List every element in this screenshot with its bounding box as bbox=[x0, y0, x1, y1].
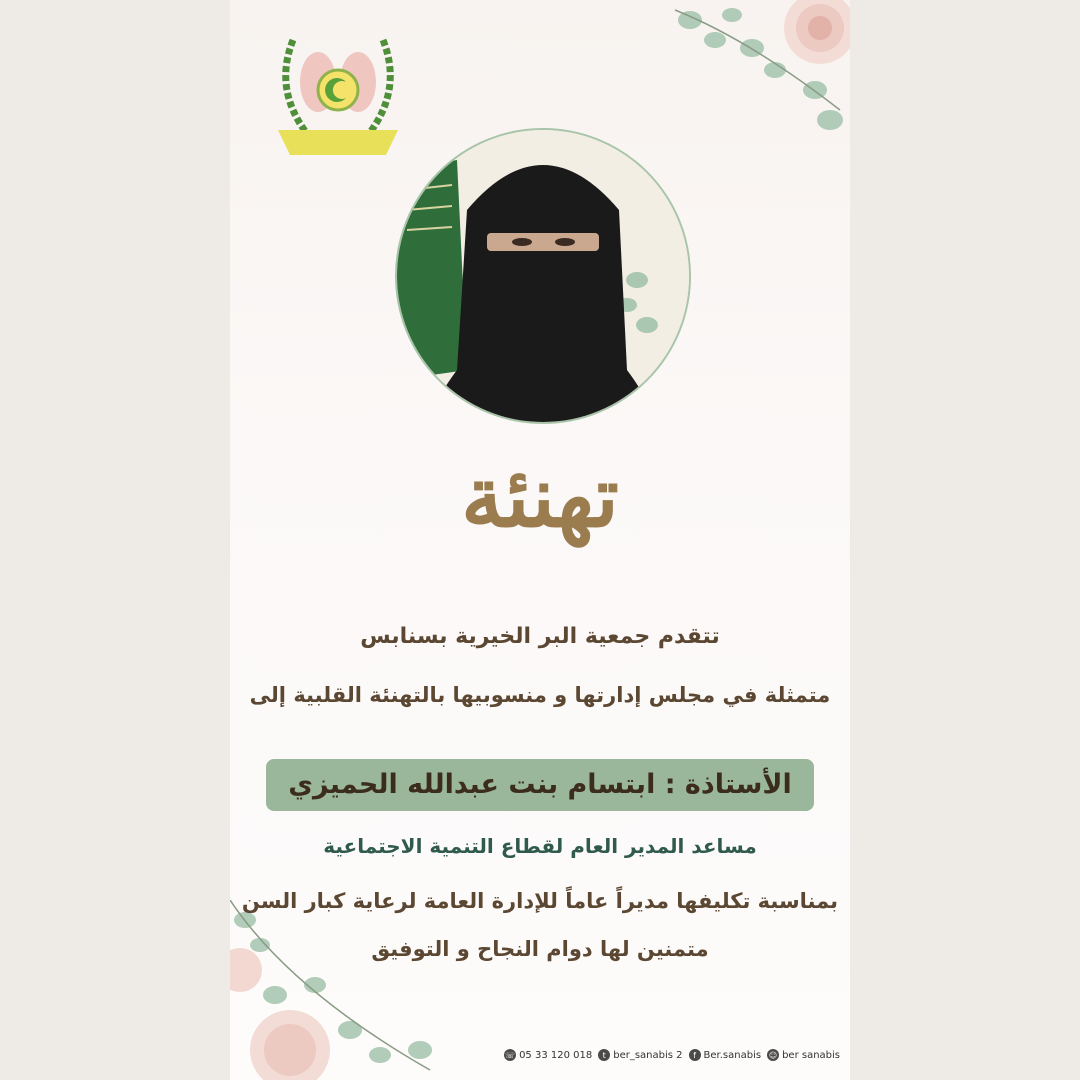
profile-photo bbox=[395, 128, 691, 424]
phone-icon: ☏ bbox=[505, 1050, 516, 1060]
greeting-title: تهنئة bbox=[461, 447, 619, 546]
facebook-contact[interactable]: f Ber.sanabis bbox=[689, 1049, 762, 1061]
floral-decoration-bottom bbox=[230, 900, 440, 1080]
facebook-icon: f bbox=[689, 1049, 701, 1061]
snapchat-icon: ☺ bbox=[768, 1050, 778, 1060]
contact-footer bbox=[440, 1046, 840, 1064]
announcement-card bbox=[230, 0, 850, 1080]
intro-line: تتقدم جمعية البر الخيرية بسنابس bbox=[360, 624, 720, 649]
honoree-name: الأستاذة : ابتسام بنت عبدالله الحميزي bbox=[288, 769, 792, 800]
honoree-role: مساعد المدير العام لقطاع التنمية الاجتماعية bbox=[323, 834, 757, 858]
snapchat-contact[interactable]: ☺ ber sanabis bbox=[768, 1049, 840, 1061]
wishes-line: متمنين لها دوام النجاح و التوفيق bbox=[371, 937, 709, 961]
occasion-line: بمناسبة تكليفها مديراً عاماً للإدارة العامة لرعاية كبار السن bbox=[241, 889, 839, 913]
twitter-icon: t bbox=[598, 1049, 610, 1061]
organization-logo bbox=[268, 20, 408, 165]
phone-contact[interactable]: ☏ 05 33 120 018 bbox=[505, 1049, 593, 1061]
floral-decoration-top bbox=[670, 0, 850, 140]
twitter-contact[interactable]: t ber_sanabis 2 bbox=[598, 1049, 682, 1061]
board-line: متمثلة في مجلس إدارتها و منسوبيها بالتهنئة القلبية إلى bbox=[249, 683, 831, 707]
